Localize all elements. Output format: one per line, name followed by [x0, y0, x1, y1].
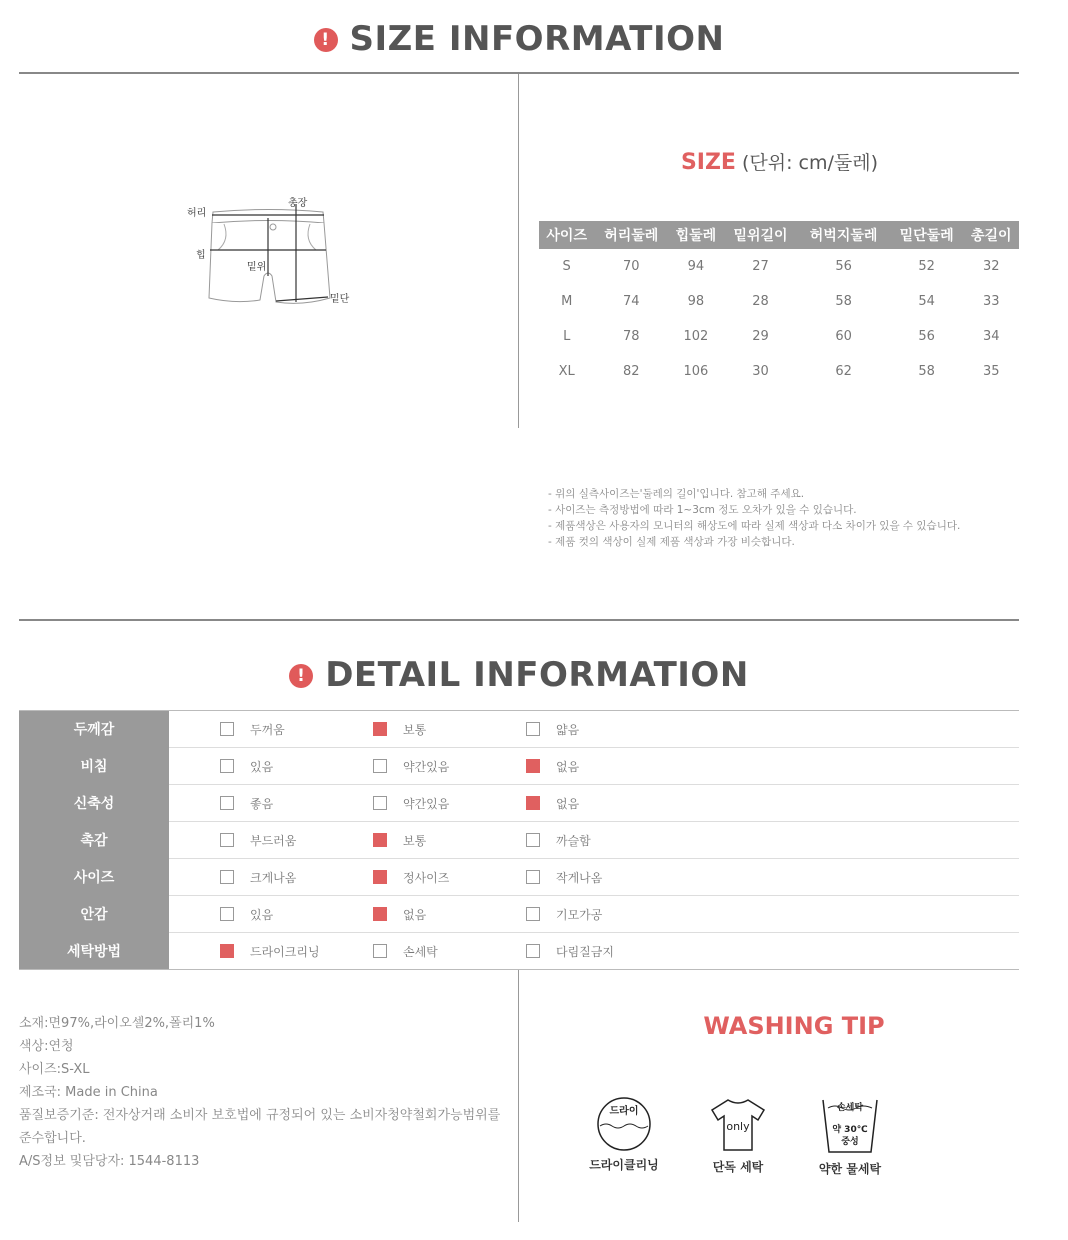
table-cell: 56	[835, 259, 852, 274]
detail-row-thickness	[19, 711, 1019, 748]
size-col-header: 밑단둘레	[890, 221, 964, 249]
detail-option	[526, 758, 679, 775]
option-label: 좋음	[250, 796, 274, 811]
checkbox-checked	[526, 759, 540, 773]
detail-option	[220, 758, 373, 775]
option-label: 약간있음	[403, 759, 450, 774]
detail-row-washing	[19, 933, 1019, 970]
table-cell: 94	[687, 259, 705, 274]
detail-option	[220, 832, 373, 849]
size-col-header: 밑위길이	[724, 221, 798, 249]
checkbox	[373, 759, 387, 773]
detail-row-label: 두께감	[19, 711, 169, 748]
detail-row-texture	[19, 822, 1019, 859]
option-label: 두꺼움	[250, 722, 285, 737]
diagram-label-rise: 밑위	[247, 262, 267, 273]
detail-row-label: 신축성	[19, 785, 169, 822]
detail-option	[373, 721, 526, 738]
table-row	[539, 354, 1019, 389]
table-cell: 33	[983, 294, 1000, 309]
size-col-header: 사이즈	[539, 221, 594, 249]
checkbox	[526, 944, 540, 958]
table-cell: 98	[687, 294, 705, 309]
size-note: - 위의 실측사이즈는'둘레의 길이'입니다. 참고해 주세요.	[548, 488, 805, 500]
detail-table	[19, 710, 1019, 970]
wash-item-dry-clean	[574, 1096, 674, 1173]
table-cell: 56	[918, 329, 935, 344]
table-cell: 58	[835, 294, 852, 309]
option-label: 없음	[556, 759, 580, 774]
detail-row-label: 비침	[19, 748, 169, 785]
table-cell: L	[563, 329, 571, 344]
alert-icon: !	[289, 664, 313, 688]
vertical-divider	[518, 74, 519, 428]
checkbox	[220, 907, 234, 921]
product-info-line: 제조국: Made in China	[19, 1085, 158, 1100]
product-info-line: 색상:연청	[19, 1039, 74, 1054]
detail-row-stretch	[19, 785, 1019, 822]
divider	[19, 619, 1019, 621]
wash-caption: 약한 물세탁	[818, 1162, 882, 1176]
checkbox	[526, 722, 540, 736]
product-info-line: 소재:면97%,라이오셀2%,폴리1%	[19, 1016, 215, 1031]
detail-option	[373, 906, 526, 923]
table-cell: S	[562, 259, 571, 274]
checkbox	[220, 870, 234, 884]
checkbox	[220, 796, 234, 810]
dry-clean-icon-text: 드라이	[609, 1106, 639, 1117]
hand-wash-icon-text-top: 손세탁	[836, 1103, 864, 1113]
table-cell: 58	[918, 364, 935, 379]
option-label: 손세탁	[403, 944, 438, 959]
detail-row-label: 안감	[19, 896, 169, 933]
checkbox	[526, 907, 540, 921]
table-cell: 27	[752, 259, 769, 274]
table-cell: 35	[983, 364, 1000, 379]
option-label: 드라이크리닝	[250, 944, 320, 959]
checkbox	[220, 722, 234, 736]
detail-row-label: 세탁방법	[19, 933, 169, 970]
option-label: 있음	[250, 759, 274, 774]
table-row	[539, 319, 1019, 354]
size-chart-table	[539, 221, 1019, 389]
product-info	[19, 1012, 514, 1173]
detail-option	[526, 832, 679, 849]
size-col-header: 힙둘레	[668, 221, 723, 249]
detail-row-sheerness	[19, 748, 1019, 785]
option-label: 부드러움	[250, 833, 297, 848]
option-label: 있음	[250, 907, 274, 922]
option-label: 얇음	[556, 722, 580, 737]
detail-option	[526, 869, 679, 886]
detail-option	[373, 795, 526, 812]
checkbox-checked	[373, 907, 387, 921]
table-cell: 62	[835, 364, 852, 379]
checkbox	[373, 944, 387, 958]
size-note: - 사이즈는 측정방법에 따라 1~3cm 정도 오차가 있을 수 있습니다.	[548, 504, 857, 516]
detail-option	[526, 795, 679, 812]
detail-row-fit	[19, 859, 1019, 896]
detail-section-heading	[0, 655, 1038, 695]
checkbox-checked	[373, 870, 387, 884]
detail-option	[526, 943, 679, 960]
size-col-header: 총길이	[964, 221, 1019, 249]
option-label: 보통	[403, 722, 427, 737]
diagram-label-waist: 허리	[187, 208, 207, 219]
detail-option	[373, 943, 526, 960]
option-label: 없음	[403, 907, 427, 922]
table-row	[539, 249, 1019, 284]
table-cell: 78	[623, 329, 640, 344]
size-chart-header-row	[539, 221, 1019, 249]
table-cell: 34	[983, 329, 1000, 344]
size-col-header: 허벅지둘레	[797, 221, 889, 249]
option-label: 크게나옴	[250, 870, 297, 885]
detail-row-label: 촉감	[19, 822, 169, 859]
detail-option	[220, 906, 373, 923]
size-chart-unit: (단위: cm/둘레)	[742, 152, 879, 174]
table-row	[539, 284, 1019, 319]
shirt-only-icon-text: only	[726, 1120, 750, 1133]
table-cell: M	[561, 294, 573, 309]
checkbox	[373, 796, 387, 810]
option-label: 까슬함	[556, 833, 591, 848]
table-cell: 30	[752, 364, 769, 379]
alert-icon: !	[314, 28, 338, 52]
divider	[19, 72, 1019, 74]
table-cell: XL	[558, 364, 575, 379]
checkbox	[220, 759, 234, 773]
option-label: 작게나옴	[556, 870, 603, 885]
detail-option	[220, 721, 373, 738]
detail-option	[220, 869, 373, 886]
size-chart-title-main: SIZE	[680, 150, 736, 175]
diagram-label-length: 총장	[288, 198, 308, 209]
option-label: 다림질금지	[556, 944, 614, 959]
table-cell: 54	[918, 294, 935, 309]
table-cell: 74	[623, 294, 640, 309]
detail-row-label: 사이즈	[19, 859, 169, 896]
table-cell: 102	[683, 329, 709, 344]
hand-wash-icon-text-bottom: 중성	[841, 1137, 859, 1147]
table-cell: 82	[623, 364, 640, 379]
detail-option	[220, 795, 373, 812]
product-info-line: 준수합니다.	[19, 1131, 86, 1146]
table-cell: 106	[683, 364, 709, 379]
hand-wash-icon-text-mid: 약 30℃	[832, 1125, 868, 1135]
checkbox-checked	[373, 722, 387, 736]
table-cell: 52	[918, 259, 935, 274]
checkbox	[220, 833, 234, 847]
checkbox	[526, 870, 540, 884]
option-label: 보통	[403, 833, 427, 848]
detail-row-lining	[19, 896, 1019, 933]
vertical-divider	[518, 970, 519, 1222]
diagram-label-hip: 힙	[196, 250, 206, 261]
checkbox	[526, 833, 540, 847]
wash-caption: 단독 세탁	[712, 1160, 764, 1174]
size-notes	[548, 486, 960, 550]
wash-item-gentle-wash	[800, 1096, 900, 1177]
product-info-line: 품질보증기준: 전자상거래 소비자 보호법에 규정되어 있는 소비자청약철회가능범위를	[19, 1108, 501, 1123]
wash-caption: 드라이클리닝	[589, 1158, 659, 1172]
diagram-label-hem: 밑단	[330, 294, 350, 305]
checkbox-checked	[526, 796, 540, 810]
detail-option	[373, 758, 526, 775]
size-section-heading-text: SIZE INFORMATION	[349, 19, 725, 59]
size-note: - 제품 컷의 색상이 실제 제품 색상과 가장 비슷합니다.	[548, 536, 795, 548]
detail-option	[220, 943, 373, 960]
detail-option	[526, 906, 679, 923]
checkbox-checked	[220, 944, 234, 958]
washing-tip-title: WASHING TIP	[703, 1012, 885, 1040]
option-label: 없음	[556, 796, 580, 811]
size-chart-title	[540, 148, 1019, 175]
table-cell: 28	[752, 294, 769, 309]
checkbox-checked	[373, 833, 387, 847]
option-label: 약간있음	[403, 796, 450, 811]
table-cell: 32	[983, 259, 1000, 274]
option-label: 정사이즈	[403, 870, 450, 885]
table-cell: 29	[752, 329, 769, 344]
table-cell: 70	[623, 259, 640, 274]
size-section-heading	[0, 19, 1038, 59]
detail-option	[373, 869, 526, 886]
detail-section-heading-text: DETAIL INFORMATION	[325, 655, 749, 695]
detail-option	[526, 721, 679, 738]
table-cell: 60	[835, 329, 852, 344]
wash-item-single-wash	[688, 1096, 788, 1175]
size-col-header: 허리둘레	[594, 221, 668, 249]
option-label: 기모가공	[556, 907, 603, 922]
detail-option	[373, 832, 526, 849]
product-info-line: 사이즈:S-XL	[19, 1062, 90, 1077]
product-info-line: A/S정보 및담당자: 1544-8113	[19, 1154, 200, 1169]
size-note: - 제품색상은 사용자의 모니터의 해상도에 따라 실제 색상과 다소 차이가 있을 수 있습니다.	[548, 520, 961, 532]
